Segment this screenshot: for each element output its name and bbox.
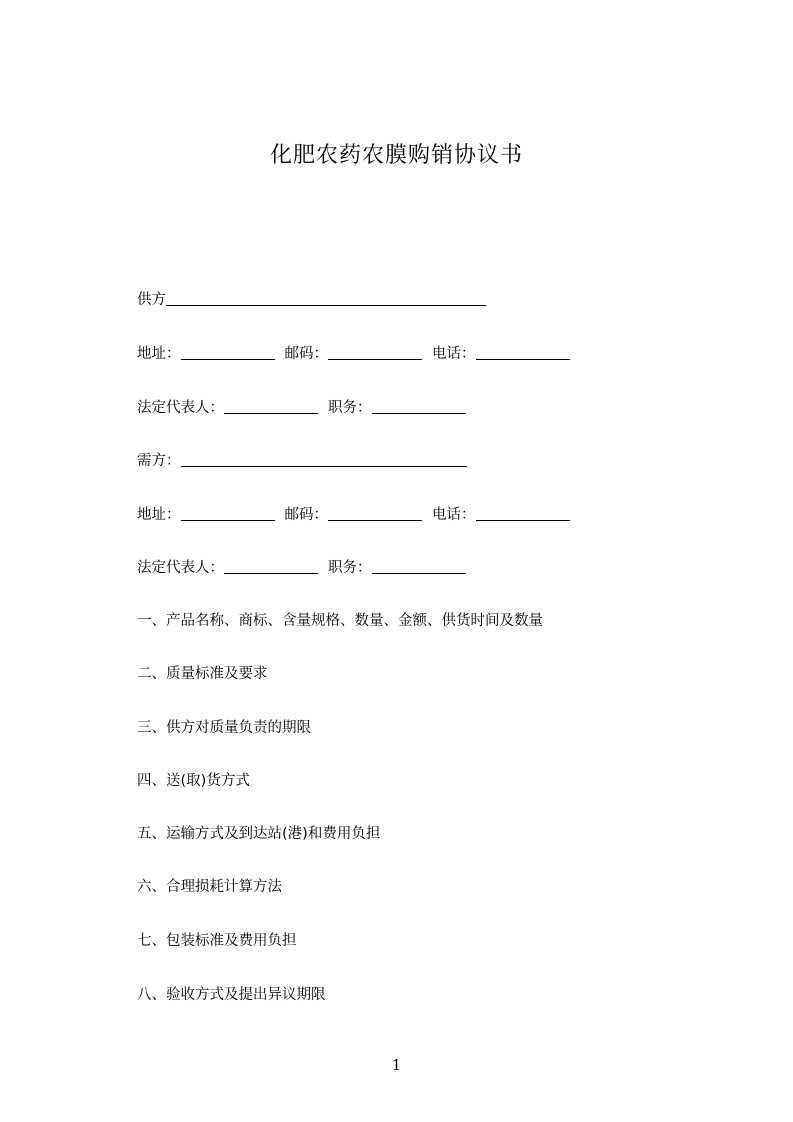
supplier-position-blank <box>372 399 466 414</box>
section-heading: 五、运输方式及到达站(港)和费用负担 <box>137 826 381 842</box>
buyer-postcode-blank <box>328 506 422 521</box>
supplier-rep-label: 法定代表人： <box>137 400 224 416</box>
buyer-phone-label: 电话： <box>432 507 476 523</box>
buyer-rep-label: 法定代表人： <box>137 560 224 576</box>
buyer-label: 需方： <box>137 453 181 469</box>
document-title: 化肥农药农膜购销协议书 <box>269 143 523 168</box>
supplier-phone-blank <box>476 345 570 360</box>
buyer-postcode-label: 邮码： <box>284 507 328 523</box>
supplier-phone-label: 电话： <box>432 346 476 362</box>
section-heading: 六、合理损耗计算方法 <box>137 879 282 895</box>
buyer-line <box>137 451 467 471</box>
supplier-line <box>137 290 486 310</box>
section-heading: 二、质量标准及要求 <box>137 666 268 682</box>
buyer-position-blank <box>372 559 466 574</box>
supplier-address-blank <box>181 345 275 360</box>
supplier-name-blank <box>166 291 486 306</box>
section-heading: 八、验收方式及提出异议期限 <box>137 987 326 1003</box>
buyer-phone-blank <box>476 506 570 521</box>
buyer-position-label: 职务： <box>328 560 372 576</box>
supplier-address-label: 地址： <box>137 346 181 362</box>
buyer-name-blank <box>181 452 467 467</box>
supplier-label: 供方 <box>137 292 166 308</box>
supplier-contact-line <box>137 344 570 364</box>
supplier-rep-blank <box>224 399 318 414</box>
supplier-postcode-blank <box>328 345 422 360</box>
supplier-rep-line <box>137 398 466 418</box>
section-heading: 四、送(取)货方式 <box>137 773 250 789</box>
buyer-rep-line <box>137 558 466 578</box>
buyer-rep-blank <box>224 559 318 574</box>
buyer-address-blank <box>181 506 275 521</box>
page-number: 1 <box>391 1056 402 1074</box>
section-heading: 七、包装标准及费用负担 <box>137 933 297 949</box>
buyer-contact-line <box>137 505 570 525</box>
buyer-address-label: 地址： <box>137 507 181 523</box>
section-heading: 一、产品名称、商标、含量规格、数量、金额、供货时间及数量 <box>137 613 543 629</box>
supplier-postcode-label: 邮码： <box>284 346 328 362</box>
section-heading: 三、供方对质量负责的期限 <box>137 720 311 736</box>
supplier-position-label: 职务： <box>328 400 372 416</box>
